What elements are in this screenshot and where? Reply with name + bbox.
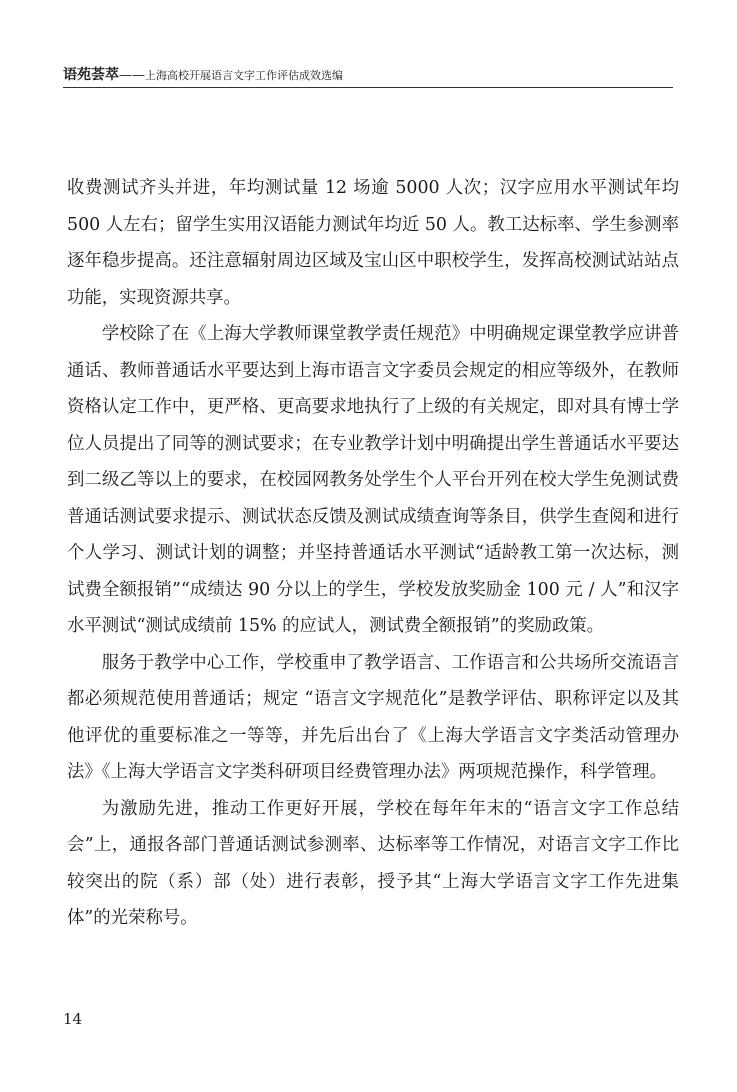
paragraph-3: 服务于教学中心工作，学校重申了教学语言、工作语言和公共场所交流语言都必须规范使用普通话；规定 “语言文字规范化”是教学评估、职称评定以及其他评优的重要标准之一等等，并先后出台了《上海大学语言文字类活动管理办法》《上海大学语言文字类科研项目经费管理办法》两项规范操作，科学管理。 [67,652,679,782]
paragraph-4: 为激励先进，推动工作更好开展，学校在每年年末的“语言文字工作总结会”上，通报各部门普通话测试参测率、达标率等工作情况，对语言文字工作比较突出的院（系）部（处）进行表彰，授予其“上海大学语言文字工作先进集体”的光荣称号。 [67,798,679,928]
page-number: 14 [63,1010,83,1028]
body-text [67,170,679,937]
running-header [63,64,343,84]
book-subtitle: 上海高校开展语言文字工作评估成效选编 [145,69,343,82]
paragraph-2: 学校除了在《上海大学教师课堂教学责任规范》中明确规定课堂教学应讲普通话、教师普通话水平要达到上海市语言文字委员会规定的相应等级外，在教师资格认定工作中，更严格、更高要求地执行了上级的有关规定，即对具有博士学位人员提出了同等的测试要求；在专业教学计划中明确提出学生普通话水平要达到二级乙等以上的要求，在校园网教务处学生个人平台开列在校大学生免测试费普通话测试要求提示、测试状态反馈及测试成绩查询等条目，供学生查阅和进行个人学习、测试计划的调整；并坚持普通话水平测试“适龄教工第一次达标，测试费全额报销”“成绩达 90 分以上的学生，学校发放奖励金 100 元 / 人”和汉字水平测试“测试成绩前 15% 的应试人，测试费全额报销”的奖励政策。 [67,324,679,636]
header-rule [63,87,673,88]
book-title: 语苑荟萃 [63,67,119,83]
paragraph-1: 收费测试齐头并进，年均测试量 12 场逾 5000 人次；汉字应用水平测试年均 500 人左右；留学生实用汉语能力测试年均近 50 人。教工达标率、学生参测率逐年稳步提高。还注意辐射周边区域及宝山区中职校学生，发挥高校测试站站点功能，实现资源共享。 [67,178,679,308]
header-dash: —— [119,68,145,83]
